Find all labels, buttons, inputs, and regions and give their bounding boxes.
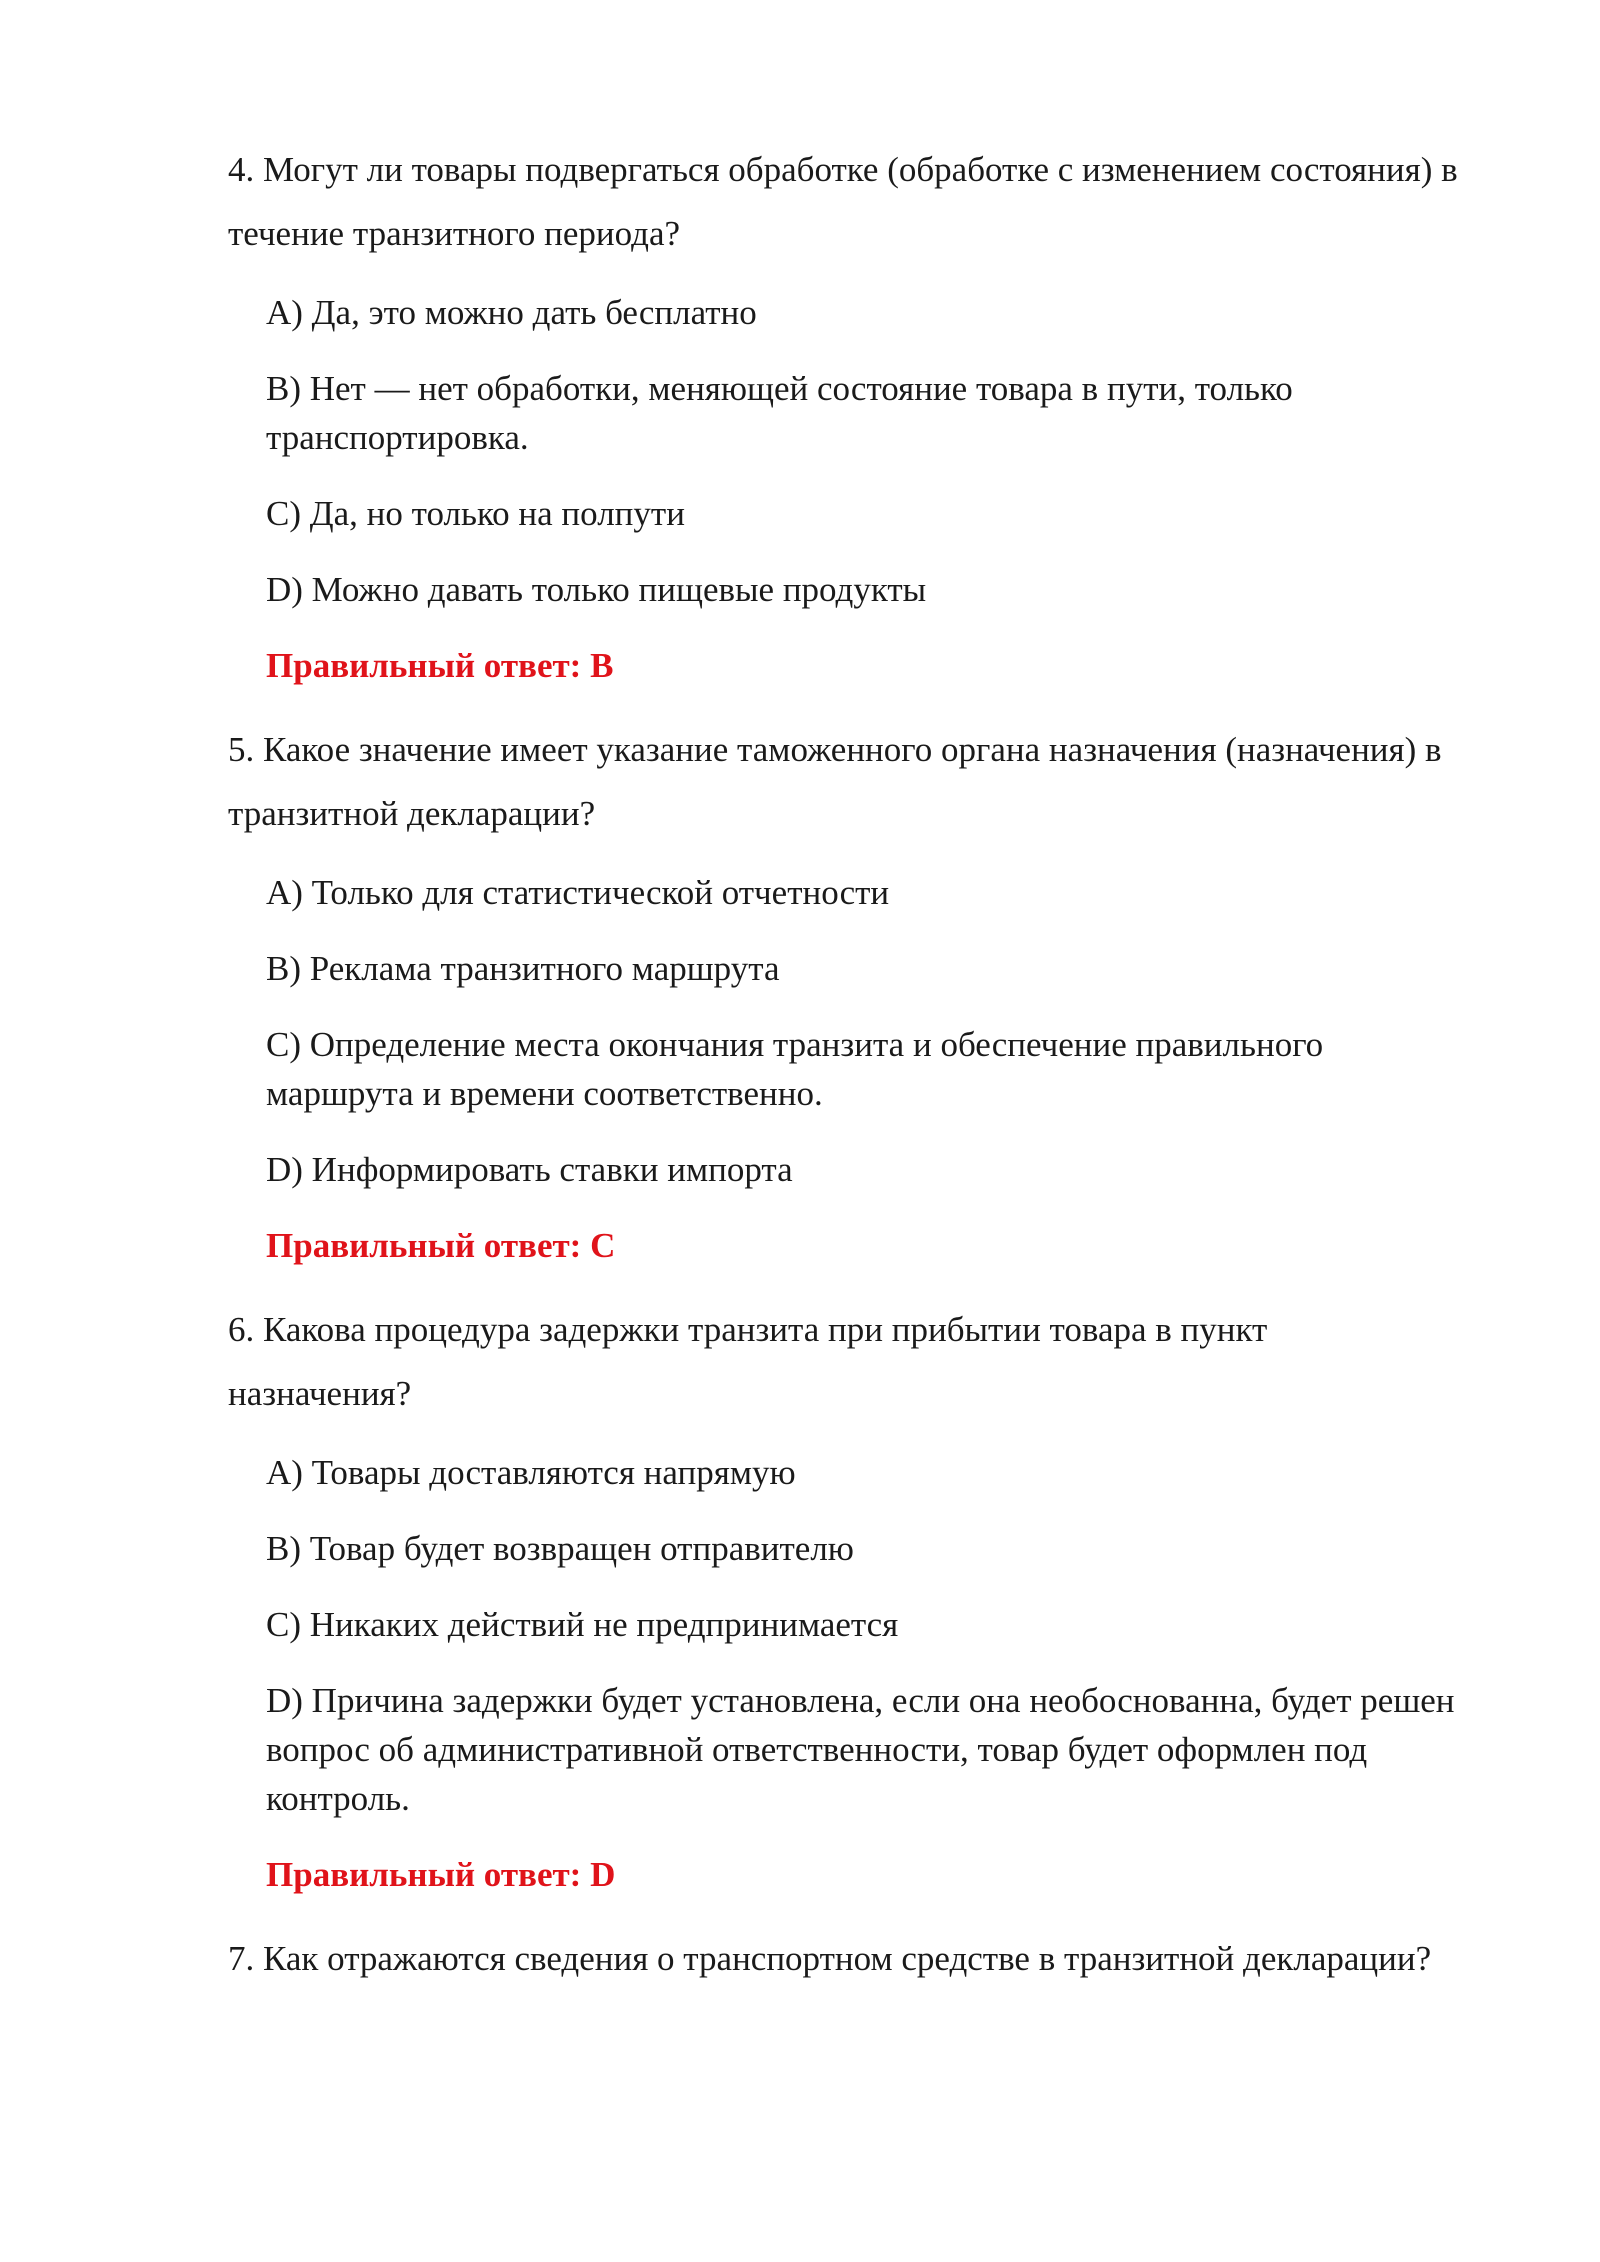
option-c: C) Никаких действий не предпринимается [266, 1605, 899, 1644]
answer-options [266, 868, 1458, 1194]
option-b: B) Товар будет возвращен отправителю [266, 1529, 854, 1568]
option-d: D) Информировать ставки импорта [266, 1150, 793, 1189]
option-b: B) Нет — нет обработки, меняющей состояние товара в пути, только транспортировка. [266, 369, 1293, 457]
option-a: A) Товары доставляются напрямую [266, 1453, 796, 1492]
question-text: 6. Какова процедура задержки транзита при прибытии товара в пункт назначения? [228, 1310, 1268, 1413]
question-block-5 [228, 718, 1458, 1270]
question-text: 7. Как отражаются сведения о транспортном средстве в транзитной декларации? [228, 1939, 1432, 1978]
option-c: C) Определение места окончания транзита и обеспечение правильного маршрута и времени соответственно. [266, 1025, 1324, 1113]
question-block-4 [228, 138, 1458, 690]
option-b: B) Реклама транзитного маршрута [266, 949, 780, 988]
correct-answer: Правильный ответ: B [266, 646, 614, 685]
question-block-6 [228, 1298, 1458, 1899]
question-text: 5. Какое значение имеет указание таможенного органа назначения (назначения) в транзитной декларации? [228, 730, 1442, 833]
option-c: C) Да, но только на полпути [266, 494, 685, 533]
answer-options [266, 1448, 1458, 1823]
question-block-7 [228, 1927, 1458, 1991]
answer-options [266, 288, 1458, 614]
option-a: A) Только для статистической отчетности [266, 873, 890, 912]
option-d: D) Причина задержки будет установлена, если она необоснованна, будет решен вопрос об административной ответственности, товар будет оформлен под контроль. [266, 1681, 1455, 1818]
option-a: A) Да, это можно дать бесплатно [266, 293, 757, 332]
correct-answer: Правильный ответ: C [266, 1226, 616, 1265]
correct-answer: Правильный ответ: D [266, 1855, 616, 1894]
document-content [228, 138, 1458, 1991]
question-text: 4. Могут ли товары подвергаться обработке (обработке с изменением состояния) в течение транзитного периода? [228, 150, 1458, 253]
option-d: D) Можно давать только пищевые продукты [266, 570, 927, 609]
